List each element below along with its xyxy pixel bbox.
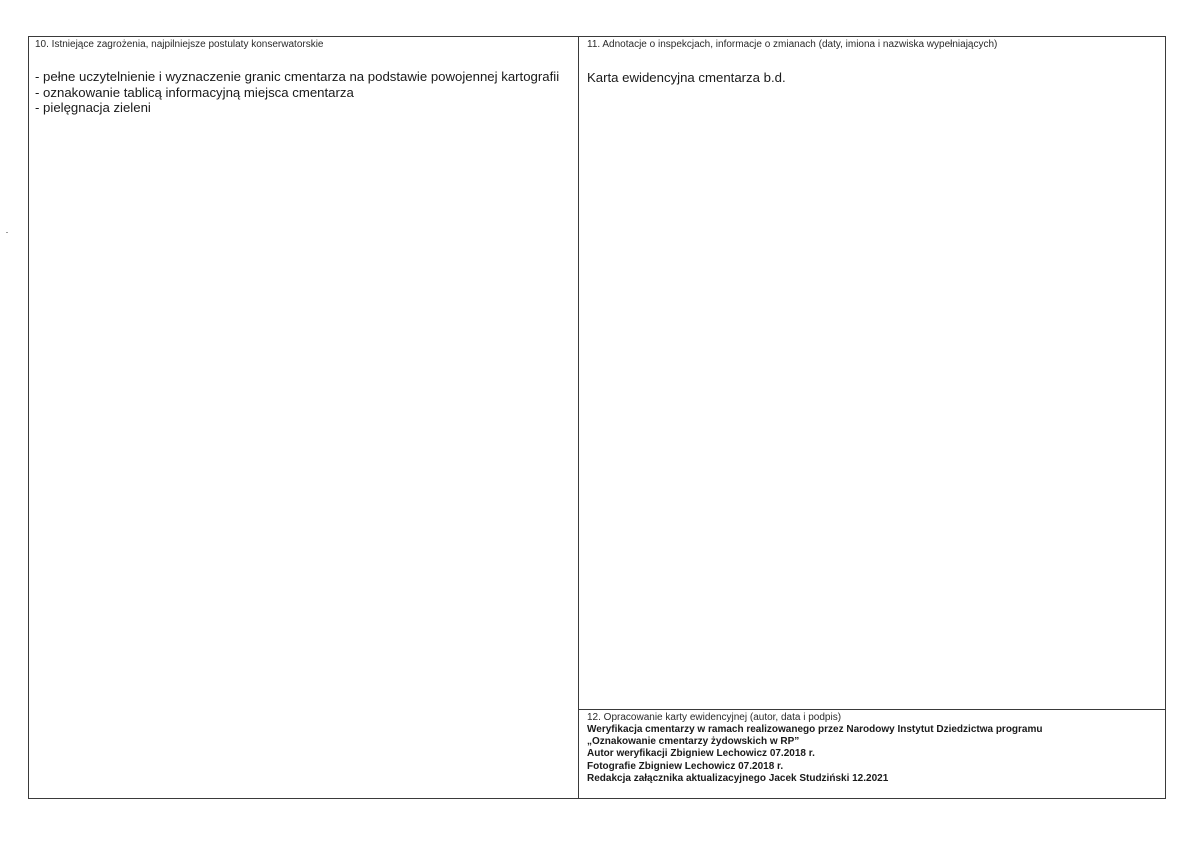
section-11-header: 11. Adnotacje o inspekcjach, informacje o zmianach (daty, imiona i nazwiska wypełniających): [587, 39, 998, 50]
prep-line-program-title: „Oznakowanie cmentarzy żydowskich w RP”: [587, 736, 800, 748]
form-table: [28, 36, 1166, 799]
prep-line-author: Autor weryfikacji Zbigniew Lechowicz 07.2018 r.: [587, 748, 815, 760]
list-item: - pielęgnacja zieleni: [35, 100, 151, 115]
section-11-body: Karta ewidencyjna cmentarza b.d.: [587, 70, 786, 85]
section-10-header: 10. Istniejące zagrożenia, najpilniejsze postulaty konserwatorskie: [35, 39, 324, 50]
list-item: - pełne uczytelnienie i wyznaczenie granic cmentarza na podstawie powojennej kartografii: [35, 69, 560, 84]
scan-speck: [6, 232, 8, 233]
preparation-details: [579, 724, 1165, 785]
list-item: - oznakowanie tablicą informacyjną miejsca cmentarza: [35, 84, 354, 100]
section-12-header: 12. Opracowanie karty ewidencyjnej (autor, data i podpis): [587, 712, 842, 723]
prep-line-photos: Fotografie Zbigniew Lechowicz 07.2018 r.: [587, 760, 784, 772]
section-11-annotations: [579, 37, 1165, 710]
right-column: [579, 37, 1165, 798]
prep-line-editor: Redakcja załącznika aktualizacyjnego Jacek Studziński 12.2021: [587, 772, 889, 784]
conservation-postulates-list: [29, 51, 578, 116]
prep-line-program: Weryfikacja cmentarzy w ramach realizowanego przez Narodowy Instytut Dziedzictwa programu: [587, 724, 1043, 735]
section-10-threats: [29, 37, 579, 798]
section-12-preparation: [579, 710, 1165, 798]
